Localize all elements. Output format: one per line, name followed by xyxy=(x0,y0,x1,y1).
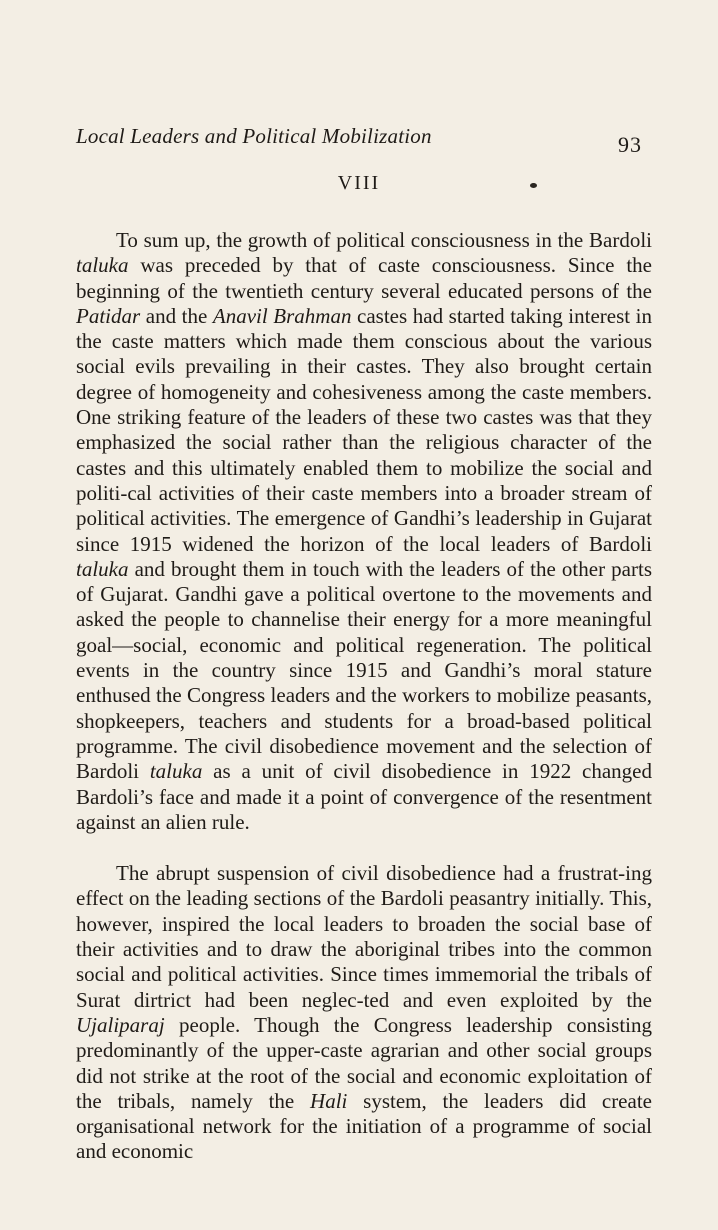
italic-term: Hali xyxy=(310,1088,348,1113)
text-run: To sum up, the growth of political consciousness in the Bardoli xyxy=(116,228,652,252)
italic-term: Ujaliparaj xyxy=(76,1012,165,1037)
text-run: and the xyxy=(140,303,213,328)
italic-term: Patidar xyxy=(76,303,141,328)
section-heading: VIII xyxy=(337,172,381,194)
text-run: people. Though the Congress leadership consisting predominantly of the upper-caste agrarian and other social groups did not strike at the root of the social and economic exploitation of the tribals, namely the xyxy=(76,1012,652,1113)
paragraph xyxy=(76,228,652,835)
ink-speck xyxy=(530,183,537,188)
paragraph xyxy=(76,861,652,1165)
running-head: Local Leaders and Political Mobilization xyxy=(76,124,432,148)
italic-term: taluka xyxy=(76,253,129,278)
page-number: 93 xyxy=(618,132,642,157)
body-text xyxy=(76,228,652,1165)
italic-term: taluka xyxy=(149,759,203,784)
text-run: The abrupt suspension of civil disobedience had a frustrat-ing effect on the leading sections of the Bardoli peasantry initially. This, however, inspired the local leaders to broaden the social base of their activities and to draw the aboriginal tribes into the common social and political activities. Since times immemorial the tribals of Surat dirtrict had been neglec-ted and even exploited by the xyxy=(76,861,652,1012)
italic-term: taluka xyxy=(76,556,129,581)
text-run: castes had started taking interest in the caste matters which made them conscious about the various social evils prevailing in their castes. They also brought certain degree of homogeneity and cohesiveness among the caste members. One striking feature of the leaders of these two castes was that they emphasized the social rather than the religious character of the castes and this ultimately enabled them to mobilize the social and politi-cal activities of their caste members into a broader stream of political activities. The emergence of Gandhi’s leadership in Gujarat since 1915 widened the horizon of the local leaders of Bardoli xyxy=(76,303,652,556)
italic-term: Anavil Brahman xyxy=(212,303,352,328)
text-run: and brought them in touch with the leaders of the other parts of Gujarat. Gandhi gave a political overtone to the movements and asked the people to channelise their energy for a more meaningful goal—social, economic and political regeneration. The political events in the country since 1915 and Gandhi’s moral stature enthused the Congress leaders and the workers to mobilize peasants, shopkeepers, teachers and students for a broad-based political programme. The civil disobedience movement and the selection of Bardoli xyxy=(76,556,652,784)
text-run: system, the leaders did create organisational network for the initiation of a programme of social and economic xyxy=(76,1088,652,1164)
text-run: was preceded by that of caste consciousness. Since the beginning of the twentieth century several educated persons of the xyxy=(76,253,652,303)
text-run: as a unit of civil disobedience in 1922 changed Bardoli’s face and made it a point of convergence of the resentment against an alien rule. xyxy=(76,759,652,834)
